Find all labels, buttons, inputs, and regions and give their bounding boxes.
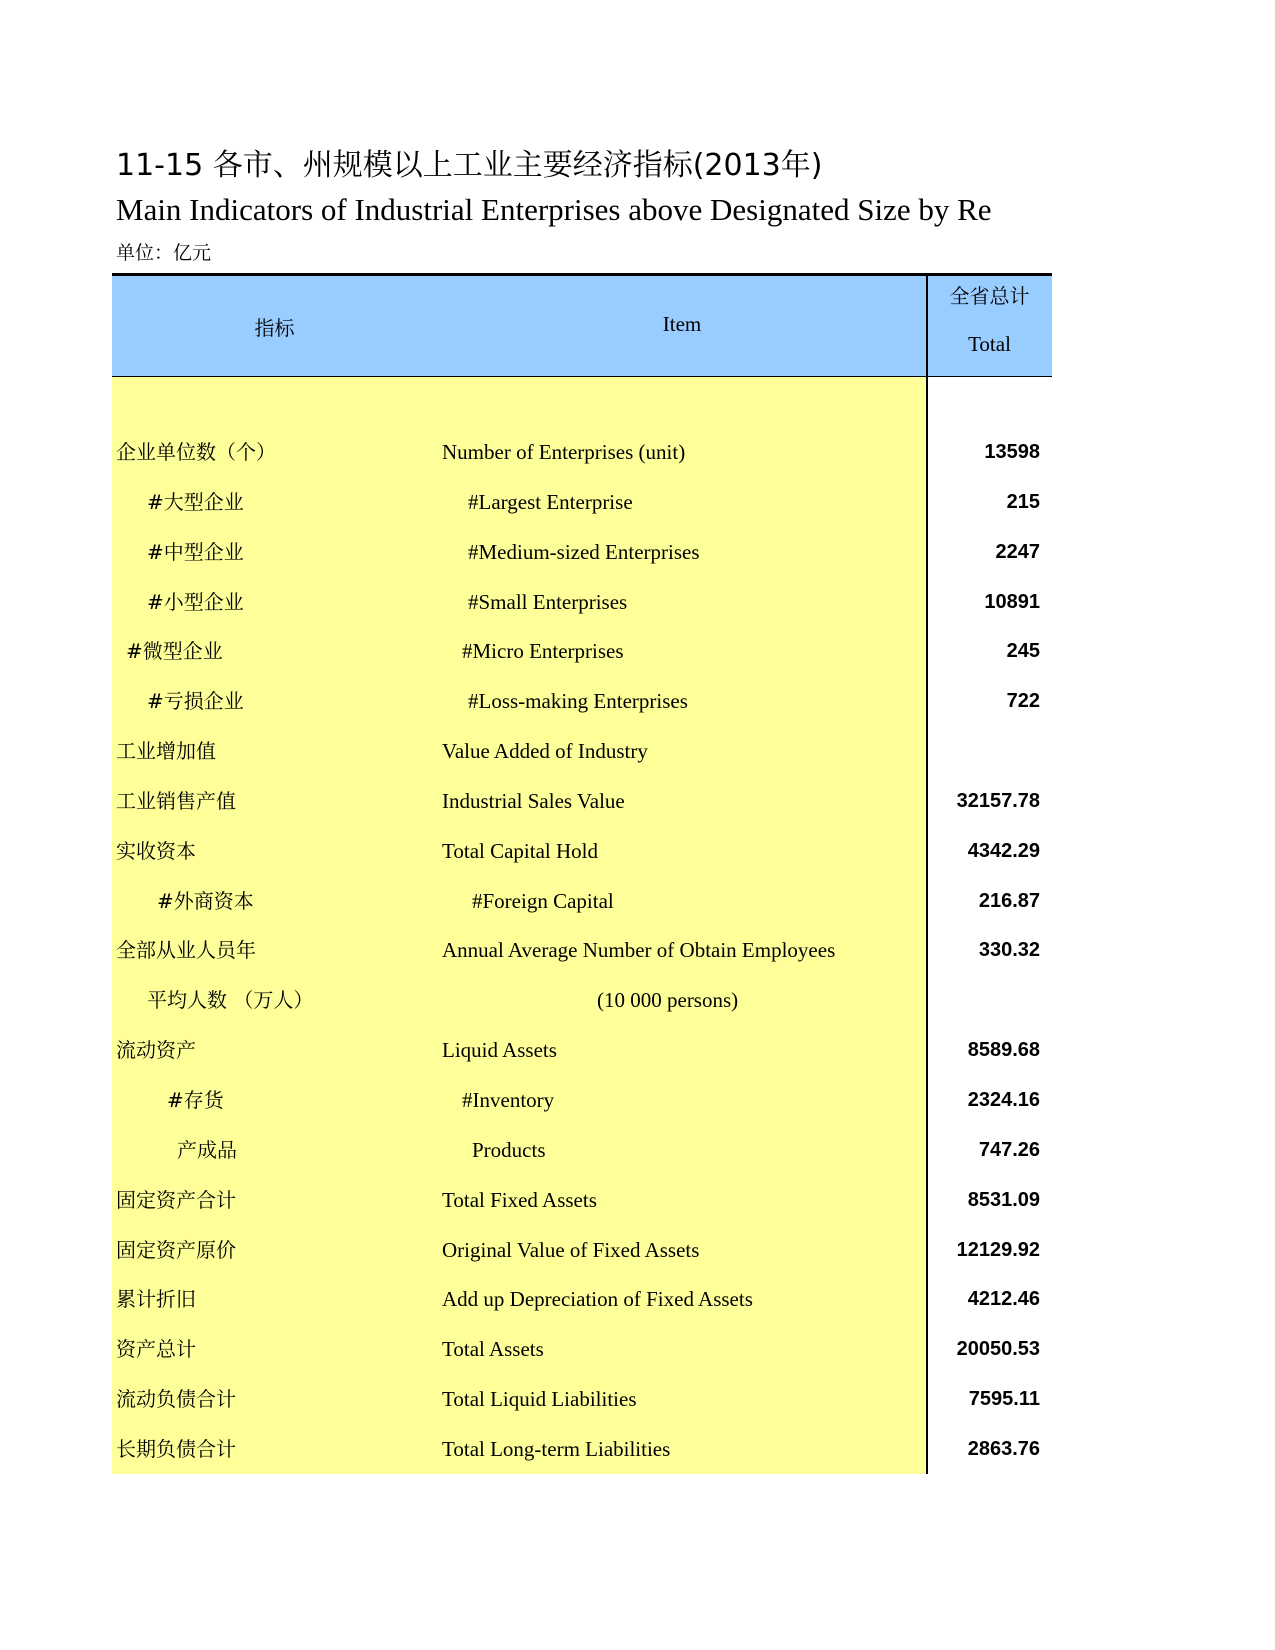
row-label-english: #Inventory: [462, 1087, 555, 1112]
row-label-chinese: #外商资本: [157, 888, 254, 913]
row-label-english: #Foreign Capital: [472, 888, 614, 913]
unit-label: 单位：亿元: [116, 242, 212, 264]
row-label-chinese: 产成品: [177, 1137, 237, 1162]
row-label-chinese: 全部从业人员年: [116, 938, 256, 963]
row-label-english: Liquid Assets: [442, 1038, 557, 1063]
table-row: [112, 926, 1052, 976]
row-label-english: Total Long-term Liabilities: [442, 1436, 671, 1461]
header-item-english: Item: [662, 312, 702, 336]
page-title-chinese: 11-15 各市、州规模以上工业主要经济指标(2013年): [116, 148, 823, 183]
row-value: 722: [1006, 690, 1040, 713]
row-label-chinese: #大型企业: [147, 489, 244, 514]
row-label-english: Total Liquid Liabilities: [442, 1387, 637, 1412]
row-label-chinese: 流动资产: [116, 1038, 196, 1063]
row-label-chinese: 固定资产合计: [116, 1187, 236, 1212]
table-row: [112, 877, 1052, 927]
table-row: [112, 827, 1052, 877]
table-row: [112, 1275, 1052, 1325]
row-label-english: Total Capital Hold: [442, 838, 599, 863]
table-header: [112, 276, 1052, 377]
table-row: [112, 1325, 1052, 1375]
row-label-english: Industrial Sales Value: [442, 788, 625, 813]
row-label-english: Value Added of Industry: [442, 739, 648, 764]
row-value: 330.32: [978, 939, 1040, 962]
row-value: 8531.09: [967, 1188, 1040, 1211]
row-label-english: #Largest Enterprise: [468, 489, 633, 514]
row-label-english: #Medium-sized Enterprises: [468, 539, 700, 564]
row-value: 32157.78: [956, 789, 1040, 812]
table-row: [112, 627, 1052, 677]
table-row: [112, 1126, 1052, 1176]
row-label-english: (10 000 persons): [597, 988, 739, 1013]
row-value: 4342.29: [967, 839, 1040, 862]
row-value: 2247: [995, 540, 1040, 563]
table-row: [112, 1176, 1052, 1226]
table-row: [112, 578, 1052, 628]
row-label-chinese: #亏损企业: [147, 689, 244, 714]
table-row: [112, 478, 1052, 528]
row-label-chinese: 流动负债合计: [116, 1387, 236, 1412]
table-row: [112, 1076, 1052, 1126]
table-row: [112, 677, 1052, 727]
row-label-english: Total Assets: [442, 1337, 544, 1362]
header-item-chinese: 指标: [254, 316, 295, 340]
row-label-english: Total Fixed Assets: [442, 1187, 597, 1212]
row-label-english: Add up Depreciation of Fixed Assets: [442, 1287, 753, 1312]
row-label-english: Products: [472, 1137, 546, 1162]
table-row: [112, 428, 1052, 478]
row-label-chinese: 工业增加值: [116, 739, 216, 764]
row-value: 13598: [984, 441, 1040, 463]
header-total-chinese: 全省总计: [949, 284, 1030, 308]
table-row: [112, 976, 1052, 1026]
table-row: [112, 528, 1052, 578]
row-label-chinese: 实收资本: [116, 838, 196, 863]
row-value: 215: [1006, 490, 1040, 513]
row-value: 747.26: [978, 1138, 1040, 1161]
row-label-chinese: 长期负债合计: [116, 1436, 236, 1461]
table-body: [112, 428, 1052, 1475]
table-row: [112, 1026, 1052, 1076]
row-label-chinese: 企业单位数（个）: [116, 440, 276, 464]
row-label-english: #Loss-making Enterprises: [468, 689, 688, 714]
row-value: 12129.92: [956, 1238, 1040, 1261]
row-label-english: Annual Average Number of Obtain Employees: [442, 938, 836, 963]
row-label-english: Original Value of Fixed Assets: [442, 1237, 700, 1262]
table-row: [112, 727, 1052, 777]
row-label-chinese: #中型企业: [147, 539, 244, 564]
row-value: 7595.11: [968, 1388, 1040, 1411]
row-label-chinese: #存货: [167, 1087, 224, 1112]
row-label-chinese: #小型企业: [147, 589, 244, 614]
row-value: 10891: [984, 590, 1040, 613]
row-label-chinese: 固定资产原价: [116, 1237, 236, 1262]
row-value: 4212.46: [967, 1288, 1040, 1311]
page-title-english: Main Indicators of Industrial Enterprises above Designated Size by Re: [116, 192, 992, 227]
row-value: 216.87: [978, 889, 1040, 912]
row-value: 20050.53: [956, 1338, 1040, 1361]
row-value: 2324.16: [967, 1088, 1040, 1111]
row-label-english: #Micro Enterprises: [462, 639, 624, 664]
row-value: 245: [1006, 640, 1040, 663]
row-value: 2863.76: [967, 1437, 1040, 1460]
row-label-chinese: 工业销售产值: [116, 788, 236, 813]
row-label-chinese: 资产总计: [116, 1337, 196, 1362]
row-value: 8589.68: [967, 1039, 1040, 1062]
table-row: [112, 1375, 1052, 1425]
row-label-english: Number of Enterprises (unit): [442, 440, 686, 464]
row-label-chinese: #微型企业: [126, 639, 223, 664]
row-label-chinese: 累计折旧: [116, 1287, 196, 1312]
row-label-chinese: 平均人数 （万人）: [147, 988, 314, 1013]
table-row: [112, 1425, 1052, 1475]
table-row: [112, 1226, 1052, 1276]
header-total-english: Total: [968, 332, 1011, 356]
row-label-english: #Small Enterprises: [468, 589, 628, 614]
table-row: [112, 777, 1052, 827]
